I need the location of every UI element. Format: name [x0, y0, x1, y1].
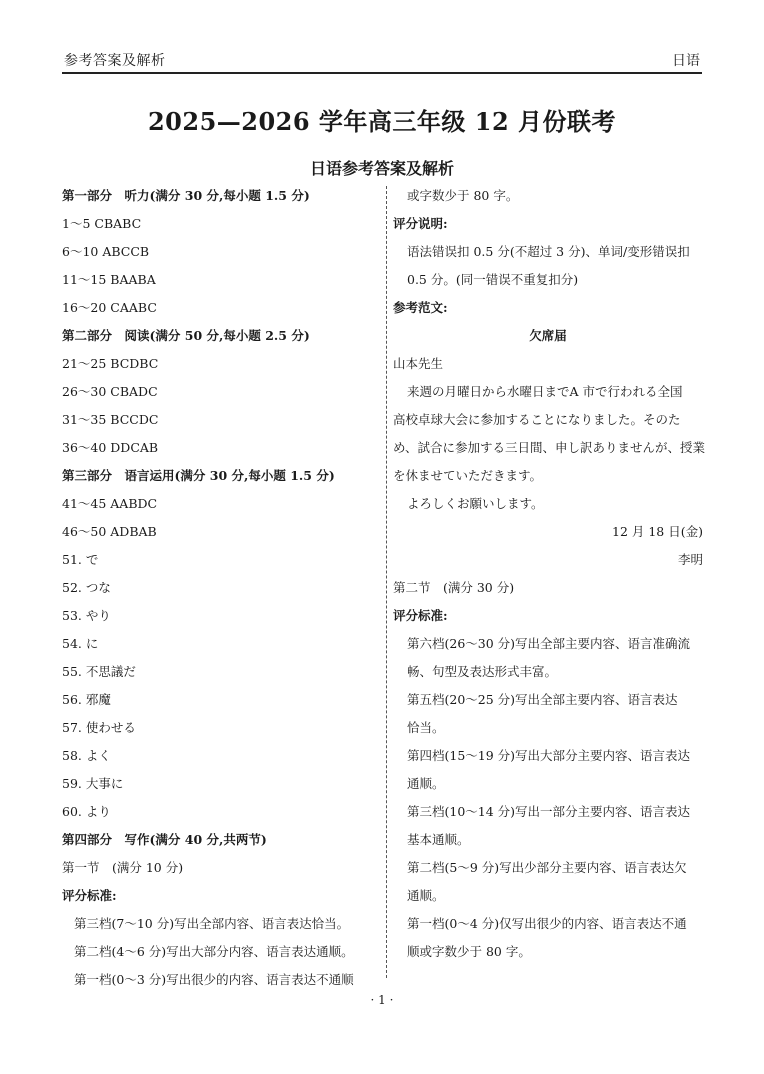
left-line: 51. で	[62, 552, 99, 567]
right-line: 第二档(5～9 分)写出少部分主要内容、语言表达欠	[407, 860, 687, 875]
right-line: を休ませていただきます。	[393, 468, 543, 483]
right-line: 参考范文:	[393, 300, 448, 315]
right-line: 基本通顺。	[407, 832, 470, 847]
right-line: 通顺。	[407, 888, 445, 903]
right-line: 0.5 分。(同一错误不重复扣分)	[407, 272, 579, 287]
right-line: 第四档(15～19 分)写出大部分主要内容、语言表达	[407, 748, 691, 763]
left-line: 59. 大事に	[62, 776, 124, 791]
right-line: 第二节 (满分 30 分)	[393, 580, 515, 595]
left-line: 第一节 (满分 10 分)	[62, 860, 184, 875]
left-line: 31～35 BCCDC	[62, 412, 159, 427]
right-line: 通顺。	[407, 776, 445, 791]
column-divider	[386, 186, 387, 978]
left-line: 第一部分 听力(满分 30 分,每小题 1.5 分)	[62, 188, 310, 203]
left-line: 第三档(7～10 分)写出全部内容、语言表达恰当。	[74, 916, 350, 931]
right-line: 第五档(20～25 分)写出全部主要内容、语言表达	[407, 692, 678, 707]
left-line: 21～25 BCDBC	[62, 356, 159, 371]
left-line: 57. 使わせる	[62, 720, 136, 735]
right-line: 或字数少于 80 字。	[407, 188, 519, 203]
left-line: 6～10 ABCCB	[62, 244, 150, 259]
right-line: 恰当。	[407, 720, 445, 735]
right-line: 评分标准:	[393, 608, 448, 623]
page-number: · 1 ·	[370, 993, 394, 1007]
right-line: め、試合に参加する三日間、申し訳ありませんが、授業	[393, 440, 706, 455]
left-line: 11～15 BAABA	[62, 272, 156, 287]
left-line: 56. 邪魔	[62, 692, 111, 707]
right-line: 高校卓球大会に参加することになりました。そのた	[393, 412, 681, 427]
right-line: 畅、句型及表达形式丰富。	[407, 664, 558, 679]
right-line: 12 月 18 日(金)	[612, 524, 703, 539]
right-line: 评分说明:	[393, 216, 448, 231]
left-line: 16～20 CAABC	[62, 300, 157, 315]
header-right: 日语	[672, 53, 700, 69]
right-line: 第三档(10～14 分)写出一部分主要内容、语言表达	[407, 804, 691, 819]
left-line: 54. に	[62, 636, 99, 651]
left-line: 55. 不思議だ	[62, 664, 136, 679]
left-line: 41～45 AABDC	[62, 496, 158, 511]
left-line: 第四部分 写作(满分 40 分,共两节)	[62, 832, 267, 847]
left-line: 52. つな	[62, 580, 111, 595]
header-rule	[62, 72, 702, 74]
left-line: 第二部分 阅读(满分 50 分,每小题 2.5 分)	[62, 328, 310, 343]
right-line: 语法错误扣 0.5 分(不超过 3 分)、单词/变形错误扣	[407, 244, 690, 259]
right-line: 李明	[677, 552, 703, 567]
right-line: 来週の月曜日から水曜日までA 市で行われる全国	[407, 384, 683, 399]
right-line: 山本先生	[393, 356, 444, 371]
left-line: 46～50 ADBAB	[62, 524, 157, 539]
left-line: 评分标准:	[62, 888, 117, 903]
left-line: 1～5 CBABC	[62, 216, 142, 231]
right-line: よろしくお願いします。	[407, 496, 544, 511]
left-line: 第三部分 语言运用(满分 30 分,每小题 1.5 分)	[62, 468, 335, 483]
page-subtitle: 日语参考答案及解析	[309, 159, 454, 178]
header-left: 参考答案及解析	[64, 53, 166, 69]
page-title: 2025—2026 学年高三年级 12 月份联考	[147, 107, 617, 136]
left-line: 第二档(4～6 分)写出大部分内容、语言表达通顺。	[74, 944, 354, 959]
left-line: 36～40 DDCAB	[62, 440, 159, 455]
left-line: 第一档(0～3 分)写出很少的内容、语言表达不通顺	[74, 972, 354, 987]
right-column	[393, 182, 706, 966]
right-line: 顺或字数少于 80 字。	[407, 944, 531, 959]
left-line: 60. より	[62, 804, 111, 819]
right-line: 欠席届	[529, 328, 567, 343]
left-line: 53. やり	[62, 608, 111, 623]
right-line: 第六档(26～30 分)写出全部主要内容、语言准确流	[407, 636, 691, 651]
left-column	[62, 182, 380, 994]
left-line: 26～30 CBADC	[62, 384, 158, 399]
right-line: 第一档(0～4 分)仅写出很少的内容、语言表达不通	[407, 916, 687, 931]
left-line: 58. よく	[62, 748, 111, 763]
